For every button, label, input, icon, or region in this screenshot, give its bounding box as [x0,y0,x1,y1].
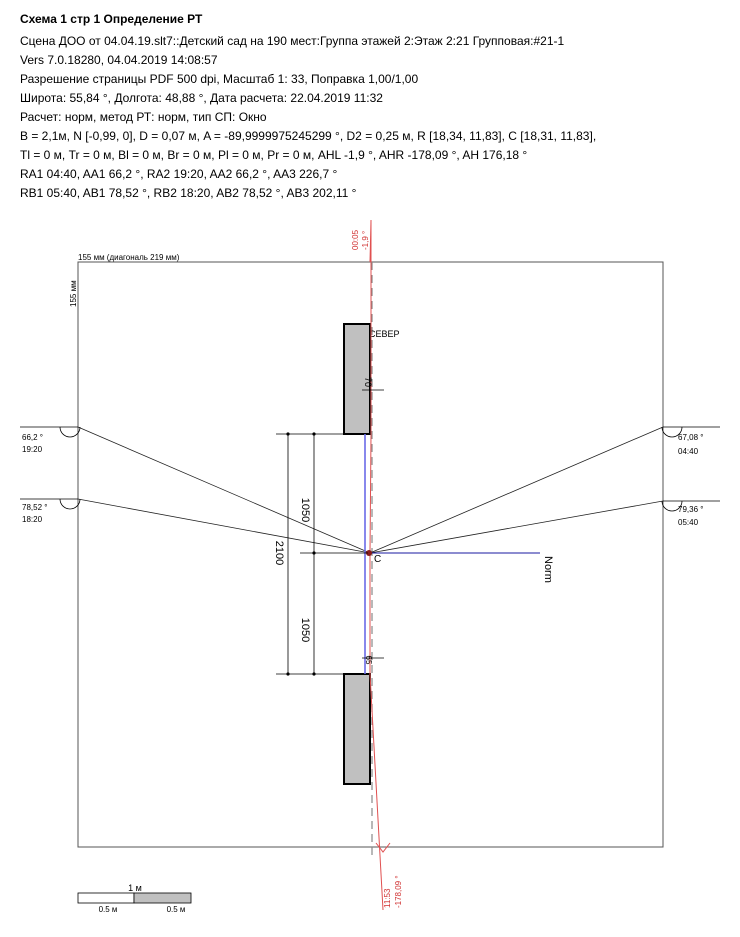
info-line-rb: RB1 05:40, AB1 78,52 °, RB2 18:20, AB2 78,52 °, AB3 202,11 ° [20,186,357,200]
right-a-angle: 67,08 ° [678,433,704,442]
sun-icon-left-b [60,499,80,509]
lower-wall [344,674,370,784]
info-line-offsets: Tl = 0 м, Tr = 0 м, Bl = 0 м, Br = 0 м, Pl = 0 м, Pr = 0 м, AHL -1,9 °, AHR -178,09 °, AH 176,18 ° [20,148,528,162]
left-b-angle: 78,52 ° [22,503,48,512]
info-line-resolution: Разрешение страницы PDF 500 dpi, Масштаб 1: 33, Поправка 1,00/1,00 [20,72,419,86]
scale-bar-left [78,893,134,903]
ray-right-b [370,501,663,553]
scale-label: 1 м [128,883,142,893]
ray-left-a [78,427,370,553]
dim-lower-label: 1050 [299,617,311,643]
right-b-angle: 79,36 ° [678,505,704,514]
left-a-angle: 66,2 ° [22,433,43,442]
norm-label: Norm [542,556,554,583]
info-line-location: Широта: 55,84 °, Долгота: 48,88 °, Дата расчета: 22.04.2019 11:32 [20,91,383,105]
point-c-label: C [374,554,382,565]
dim-total-label: 2100 [273,540,285,566]
dim-upper-label: 1050 [299,497,311,523]
frame-label-top: 155 мм (диагональ 219 мм) [78,253,180,262]
scale-bar-right [134,893,191,903]
scale-right-label: 0.5 м [166,905,186,914]
info-line-ra: RA1 04:40, AA1 66,2 °, RA2 19:20, AA2 66,2 °, AA3 226,7 ° [20,167,338,181]
right-b-time: 05:40 [678,518,699,527]
ray-left-b [78,499,370,553]
bottom-sun-angle: -178,09 ° [394,875,403,908]
scale-left-label: 0.5 м [98,905,118,914]
page-title: Схема 1 стр 1 Определение РТ [20,12,203,26]
scale-bar [78,893,191,903]
info-line-params: B = 2,1м, N [-0,99, 0], D = 0,07 м, A = -89,9999975245299 °, D2 = 0,25 м, R [18,34, 11,83], C [18,31, 11,83], [20,129,597,143]
small-dim-lower-label: 65 [364,655,373,665]
top-sun-angle: -1,9 ° [361,230,370,250]
left-b-time: 18:20 [22,515,43,524]
frame-label-side: 155 мм [69,280,78,307]
info-line-method: Расчет: норм, метод РТ: норм, тип СП: Окно [20,110,267,124]
left-a-time: 19:20 [22,445,43,454]
ray-right-a [370,427,663,553]
info-line-version: Vers 7.0.18280, 04.04.2019 14:08:57 [20,53,218,67]
top-sun-time: 00:05 [351,229,360,250]
north-label: СЕВЕР [369,329,400,339]
sun-icon-left-a [60,427,80,437]
bottom-sun-time: 11:53 [383,888,392,908]
info-line-scene: Сцена ДОО от 04.04.19.slt7::Детский сад на 190 мест:Группа этажей 2:Этаж 2:21 Групповая:#21-1 [20,34,565,48]
right-a-time: 04:40 [678,447,699,456]
small-dim-upper-label: 70 [363,376,373,388]
